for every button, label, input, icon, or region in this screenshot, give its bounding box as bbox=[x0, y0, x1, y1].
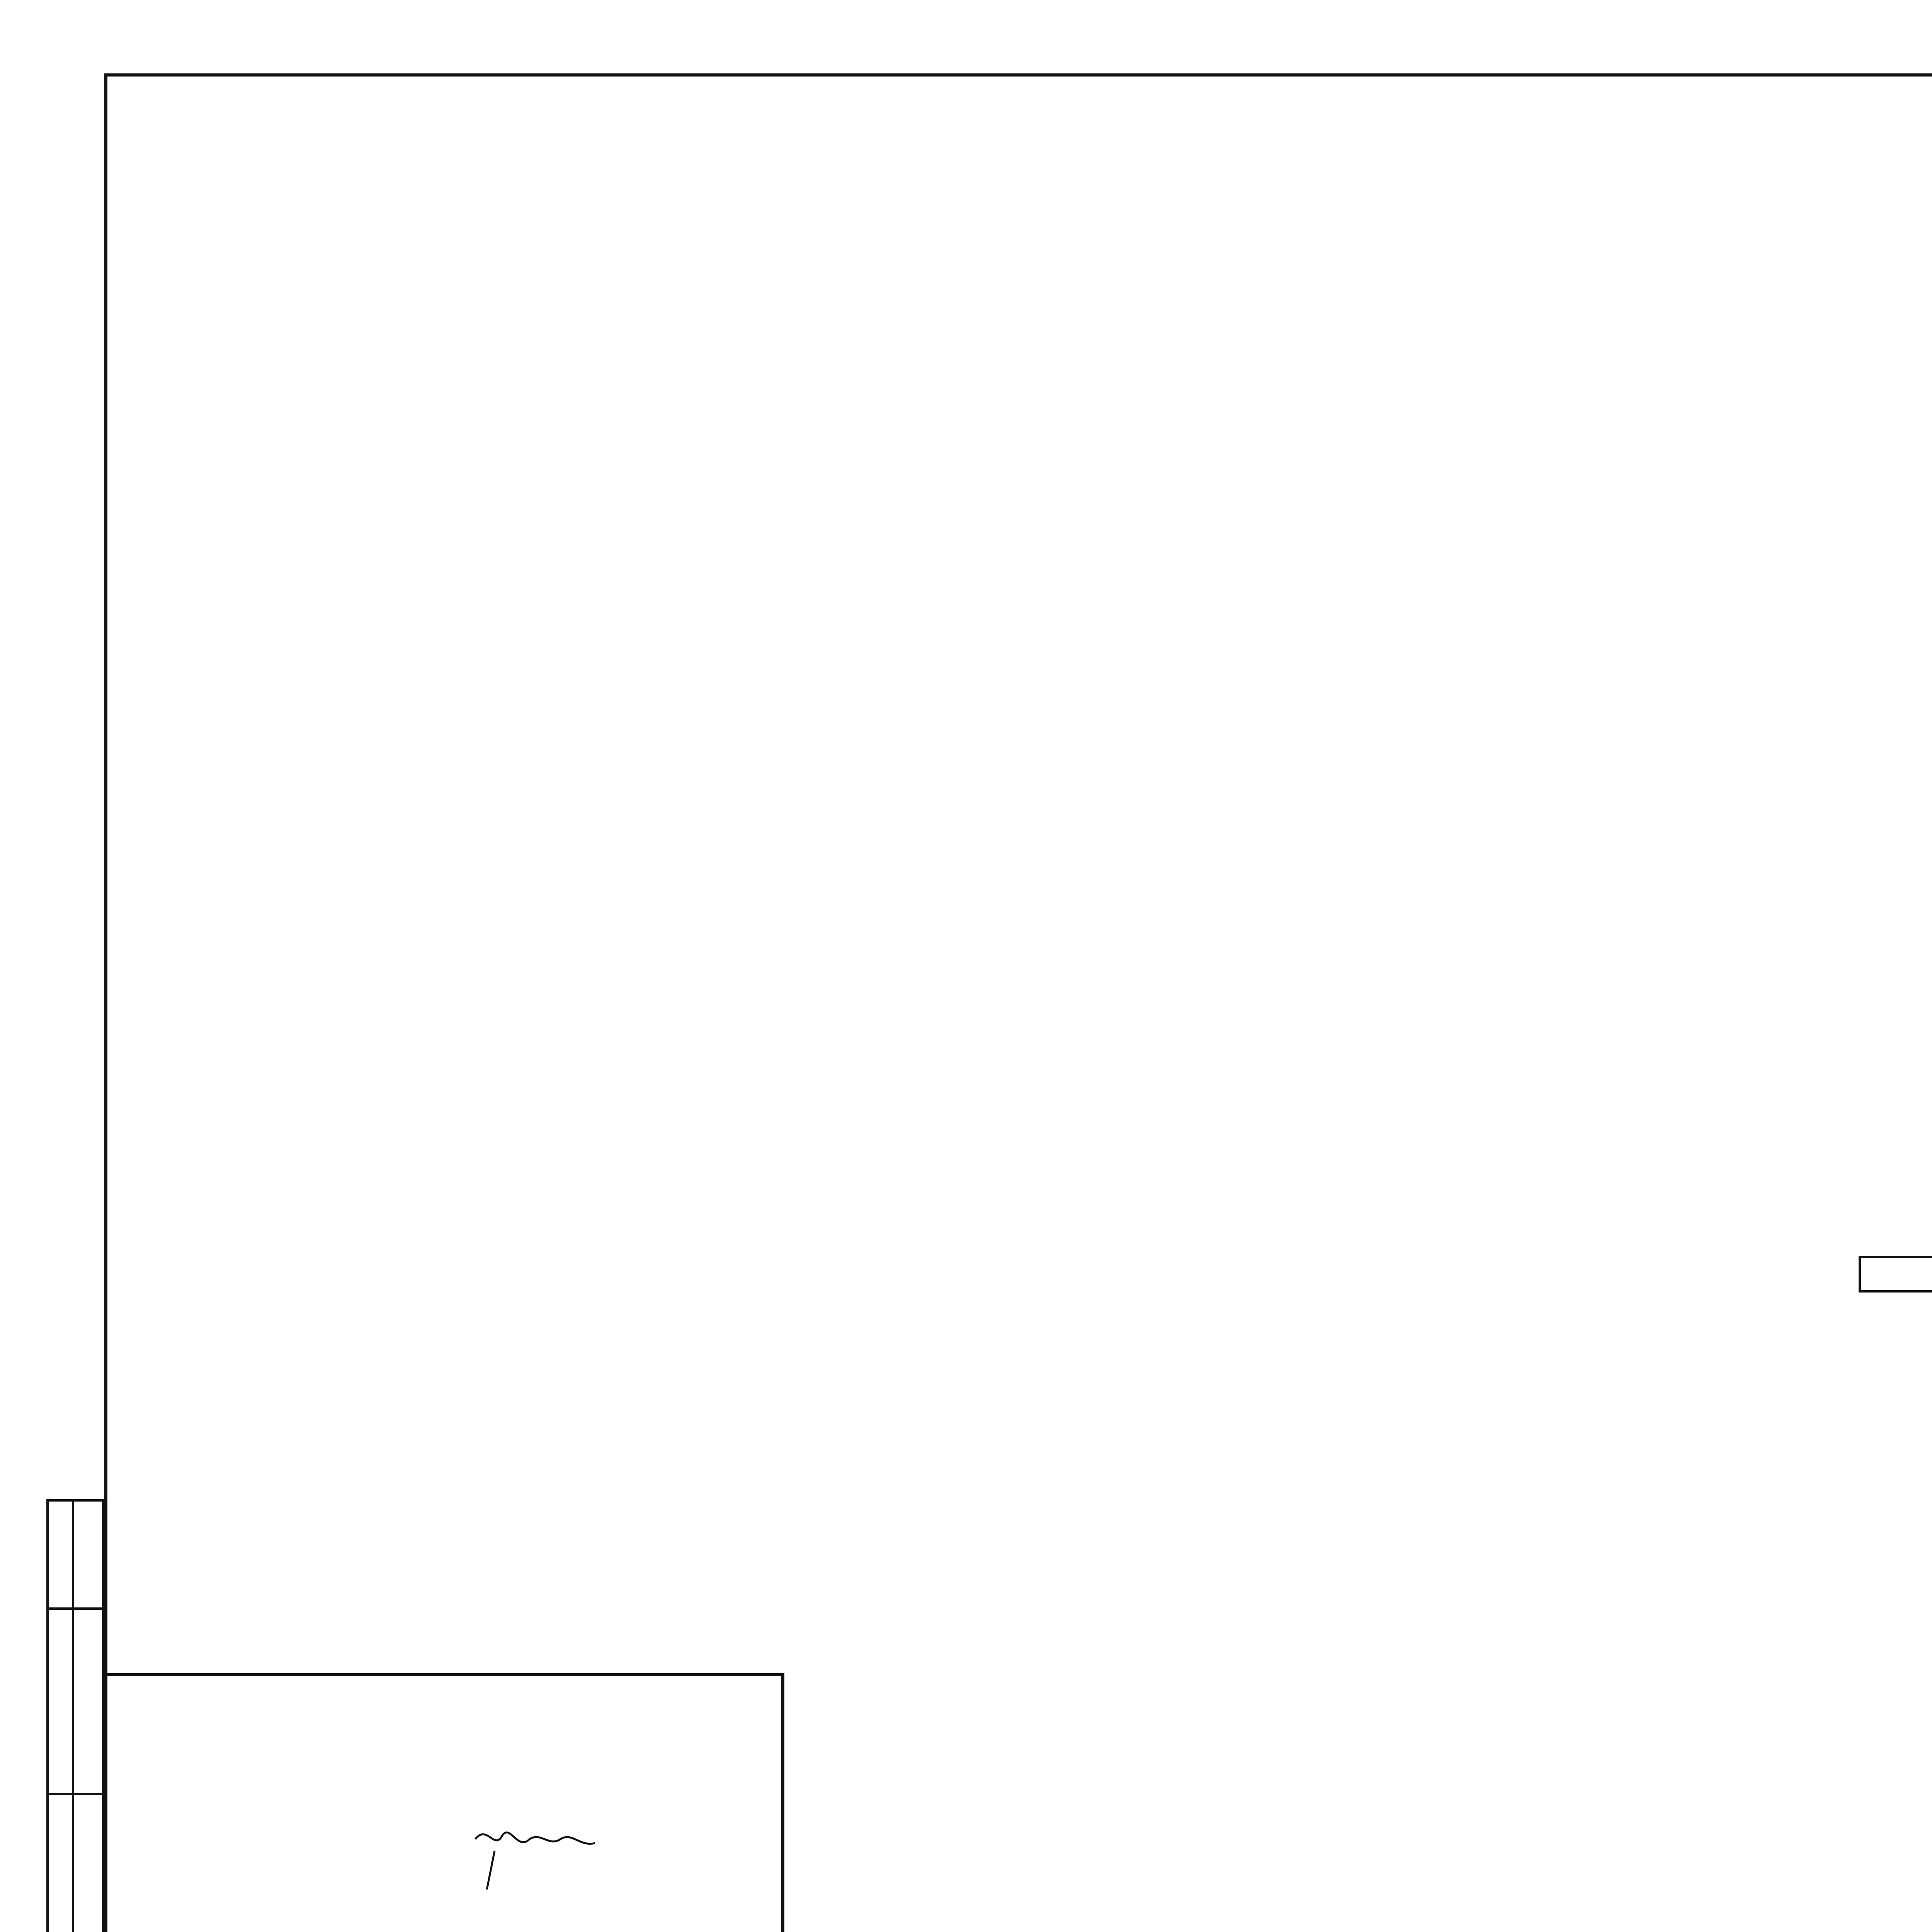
drawing-frame bbox=[104, 73, 1932, 1932]
side-stamp bbox=[46, 1499, 104, 1932]
legend-mark-box bbox=[1859, 1256, 1932, 1293]
engineer-signature bbox=[471, 1816, 618, 1893]
typical-box bbox=[104, 1673, 784, 1932]
